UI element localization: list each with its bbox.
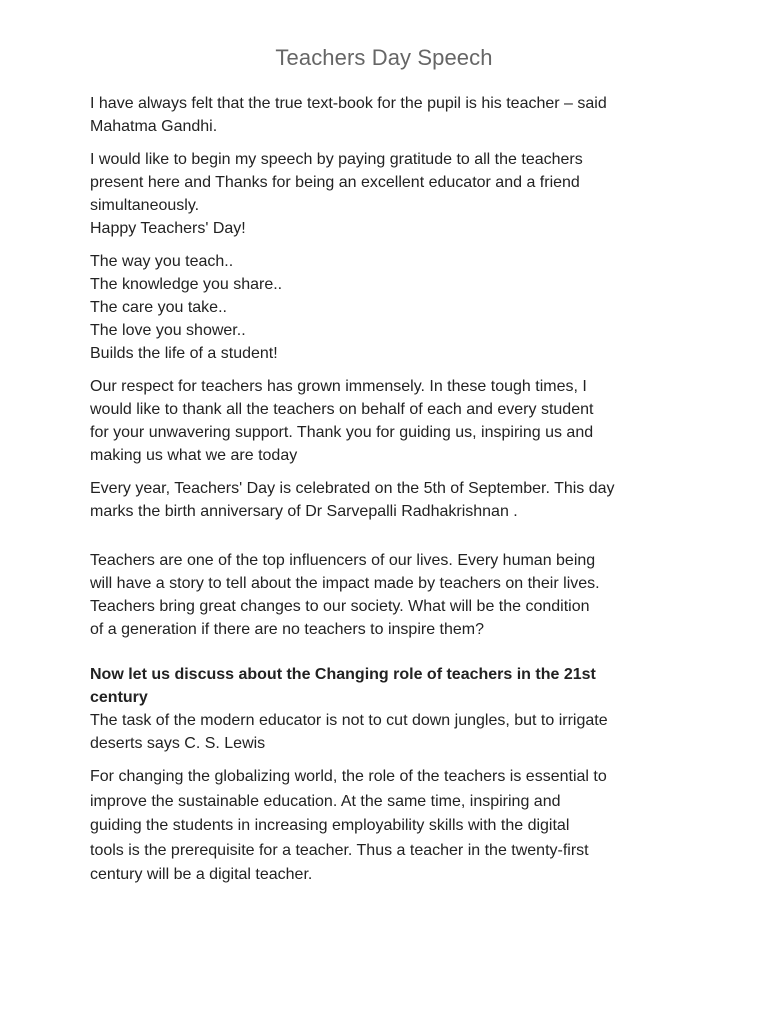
text-line: present here and Thanks for being an excellent educator and a friend xyxy=(90,174,580,191)
text-line: tools is the prerequisite for a teacher. Thus a teacher in the twenty-first xyxy=(90,841,589,859)
section-heading-line: century xyxy=(90,689,148,706)
paragraph-poem xyxy=(90,250,690,365)
text-line: deserts says C. S. Lewis xyxy=(90,735,266,752)
paragraph-gratitude xyxy=(90,148,690,240)
text-line: guiding the students in increasing employability skills with the digital xyxy=(90,817,570,834)
document-body xyxy=(90,92,690,898)
text-line: Teachers bring great changes to our society. What will be the condition xyxy=(90,598,590,615)
text-line: century will be a digital teacher. xyxy=(90,866,313,883)
text-line: Happy Teachers' Day! xyxy=(90,220,246,237)
document-title: Teachers Day Speech xyxy=(275,45,493,70)
text-line: For changing the globalizing world, the role of the teachers is essential to xyxy=(90,768,607,785)
text-line: improve the sustainable education. At the same time, inspiring and xyxy=(90,792,561,810)
paragraph-digital-teacher xyxy=(90,765,690,888)
text-line: I have always felt that the true text-book for the pupil is his teacher – said xyxy=(90,95,607,112)
text-line: I would like to begin my speech by paying gratitude to all the teachers xyxy=(90,151,583,168)
text-line: marks the birth anniversary of Dr Sarvepalli Radhakrishnan . xyxy=(90,503,518,520)
text-line: Mahatma Gandhi. xyxy=(90,118,218,135)
text-line: Our respect for teachers has grown immensely. In these tough times, I xyxy=(90,378,587,395)
poem-line: The way you teach.. xyxy=(90,253,234,270)
text-line: Every year, Teachers' Day is celebrated on the 5th of September. This day xyxy=(90,480,615,497)
paragraph-respect xyxy=(90,375,690,467)
poem-line: Builds the life of a student! xyxy=(90,345,278,362)
text-line: of a generation if there are no teachers to inspire them? xyxy=(90,621,485,638)
poem-line: The knowledge you share.. xyxy=(90,276,283,293)
text-line: Teachers are one of the top influencers of our lives. Every human being xyxy=(90,552,596,569)
paragraph-changing-role xyxy=(90,663,690,755)
section-heading-line: Now let us discuss about the Changing role of teachers in the 21st xyxy=(90,666,596,683)
paragraph-influencers xyxy=(90,549,690,641)
paragraph-september xyxy=(90,477,690,523)
poem-line: The care you take.. xyxy=(90,299,227,316)
text-line: will have a story to tell about the impact made by teachers on their lives. xyxy=(90,575,600,592)
text-line: would like to thank all the teachers on behalf of each and every student xyxy=(90,401,594,418)
text-line: making us what we are today xyxy=(90,447,298,464)
text-line: for your unwavering support. Thank you for guiding us, inspiring us and xyxy=(90,424,594,441)
paragraph-gandhi-quote xyxy=(90,92,690,138)
text-line: The task of the modern educator is not to cut down jungles, but to irrigate xyxy=(90,712,608,729)
text-line: simultaneously. xyxy=(90,197,200,214)
poem-line: The love you shower.. xyxy=(90,322,246,339)
blank-line xyxy=(90,533,690,549)
